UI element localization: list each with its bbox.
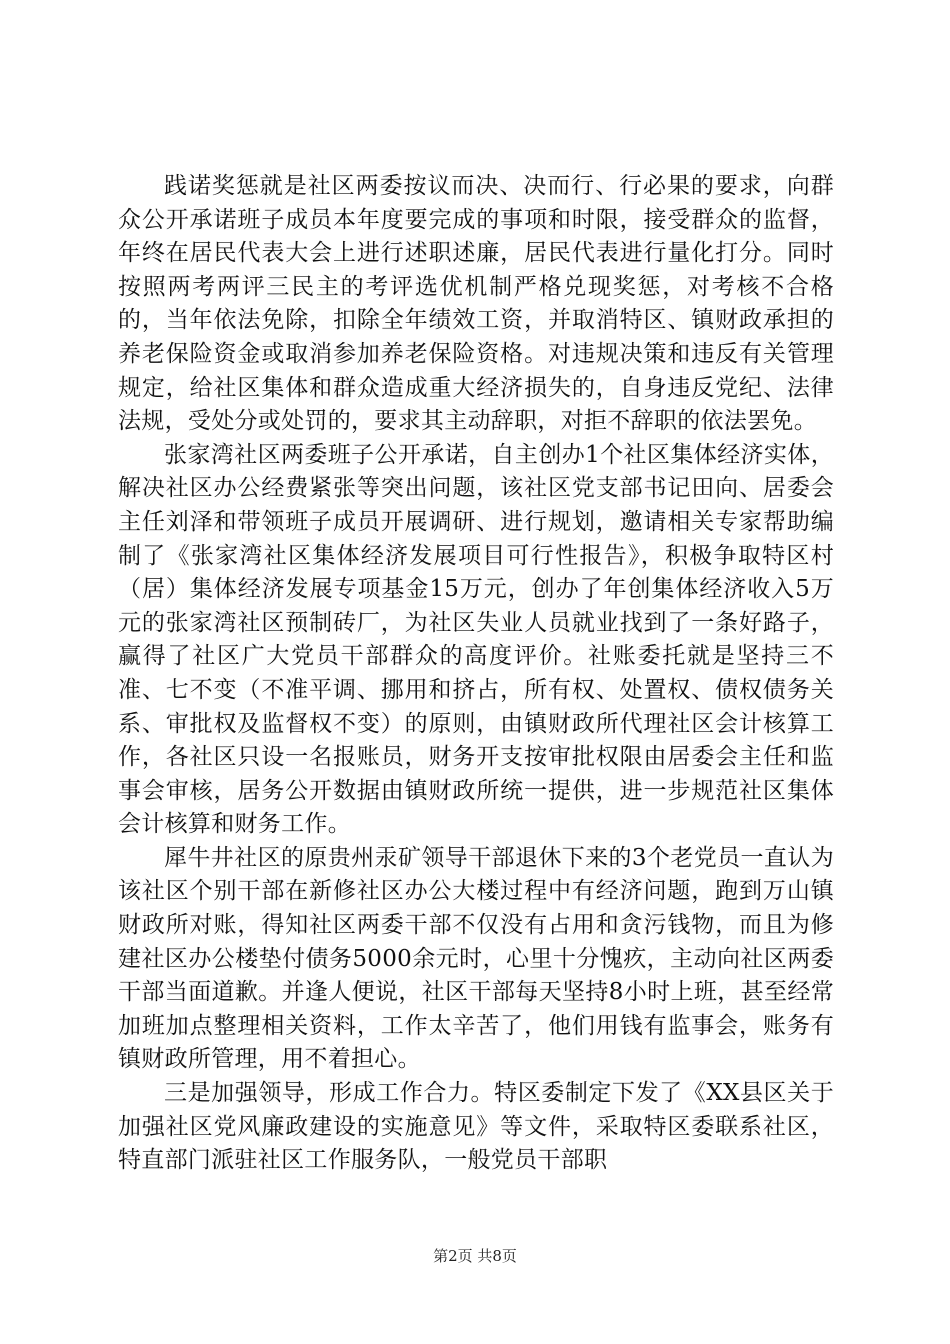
paragraph-1: 践诺奖惩就是社区两委按议而决、决而行、行必果的要求，向群众公开承诺班子成员本年度要完成的事项和时限，接受群众的监督，年终在居民代表大会上进行述职述廉，居民代表进行量化打分。同时按照两考两评三民主的考评选优机制严格兑现奖惩，对考核不合格的，当年依法免除，扣除全年绩效工资，并取消特区、镇财政承担的养老保险资金或取消参加养老保险资格。对违规决策和违反有关管理规定，给社区集体和群众造成重大经济损失的，自身违反党纪、法律法规，受处分或处罚的，要求其主动辞职，对拒不辞职的依法罢免。 [118, 173, 834, 435]
paragraph-4: 三是加强领导，形成工作合力。特区委制定下发了《XX县区关于加强社区党风廉政建设的实施意见》等文件，采取特区委联系社区，特直部门派驻社区工作服务队，一般党员干部职 [118, 1080, 834, 1174]
document-body [118, 170, 834, 1178]
page-footer: 第2页 共8页 [433, 1247, 517, 1265]
paragraph-3: 犀牛井社区的原贵州汞矿领导干部退休下来的3个老党员一直认为该社区个别干部在新修社区办公大楼过程中有经济问题，跑到万山镇财政所对账，得知社区两委干部不仅没有占用和贪污钱物，而且为修建社区办公楼垫付债务5000余元时，心里十分愧疚，主动向社区两委干部当面道歉。并逢人便说，社区干部每天坚持8小时上班，甚至经常加班加点整理相关资料，工作太辛苦了，他们用钱有监事会，账务有镇财政所管理，用不着担心。 [118, 844, 834, 1073]
paragraph-2: 张家湾社区两委班子公开承诺，自主创办1个社区集体经济实体，解决社区办公经费紧张等突出问题，该社区党支部书记田向、居委会主任刘泽和带领班子成员开展调研、进行规划，邀请相关专家帮助编制了《张家湾社区集体经济发展项目可行性报告》，积极争取特区村（居）集体经济发展专项基金15万元，创办了年创集体经济收入5万元的张家湾社区预制砖厂，为社区失业人员就业找到了一条好路子，赢得了社区广大党员干部群众的高度评价。社账委托就是坚持三不准、七不变（不准平调、挪用和挤占，所有权、处置权、债权债务关系、审批权及监督权不变）的原则，由镇财政所代理社区会计核算工作，各社区只设一名报账员，财务开支按审批权限由居委会主任和监事会审核，居务公开数据由镇财政所统一提供，进一步规范社区集体会计核算和财务工作。 [118, 441, 834, 838]
